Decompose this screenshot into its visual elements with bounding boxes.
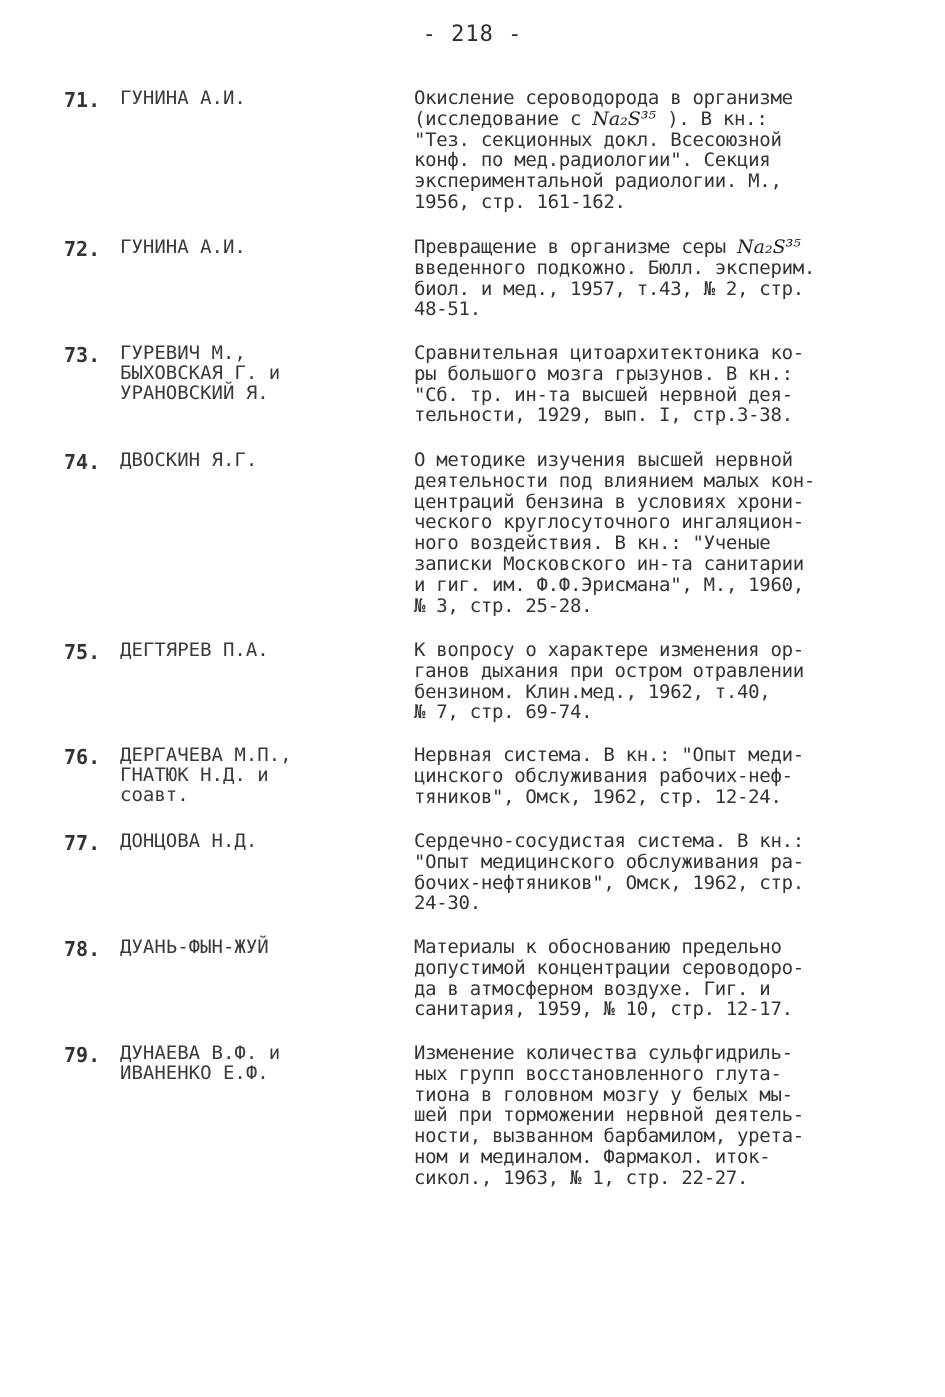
entry-authors: ДВОСКИН Я.Г. <box>120 449 258 471</box>
entry-number: 76. <box>64 745 101 769</box>
entry-authors: ДУНАЕВА В.Ф. и ИВАНЕНКО Е.Ф. <box>120 1042 281 1084</box>
entry-authors: ДУАНЬ-ФЫН-ЖУЙ <box>120 936 269 958</box>
entry-number: 75. <box>64 640 101 664</box>
entry-citation: Сердечно-сосудистая система. В кн.: "Опыт медицинского обслуживания ра- бочих-нефтяников", Омск, 1962, стр. 24-30. <box>414 830 804 915</box>
entry-citation <box>414 88 874 213</box>
entry-number: 71. <box>64 88 101 112</box>
handwritten-annotation: Na₂S³⁵ <box>737 236 801 258</box>
entry-citation <box>414 237 874 320</box>
handwritten-annotation: Na₂S³⁵ <box>592 107 657 130</box>
entry-citation: Нервная система. В кн.: "Опыт меди- цинского обслуживания рабочих-неф- тяников", Омск, 1962, стр. 12-24. <box>414 744 804 808</box>
entry-citation: Материалы к обоснованию предельно допустимой концентрации сероводоро- да в атмосферном воздухе. Гиг. и санитария, 1959, № 10, стр. 12-17. <box>414 936 804 1021</box>
citation-text: Превращение в организме серы <box>414 236 738 258</box>
entry-authors: ГУНИНА А.И. <box>120 87 246 109</box>
entry-authors: ДОНЦОВА Н.Д. <box>120 830 258 852</box>
entry-authors: ГУРЕВИЧ М., БЫХОВСКАЯ Г. и УРАНОВСКИЙ Я. <box>120 342 281 404</box>
citation-text: Окисление сероводорода в организме (исследование с <box>414 87 793 130</box>
entry-citation: К вопросу о характере изменения ор- ганов дыхания при остром отравлении бензином. Клин.мед., 1962, т.40, № 7, стр. 69-74. <box>414 639 804 724</box>
page-number: - 218 - <box>422 22 523 47</box>
citation-text-continued: ). В кн.: "Тез. секционных докл. Всесоюзной конф. по мед.радиологии". Секция экспериментальной радиологии. М., 1956, стр. 161-162. <box>414 107 782 213</box>
entry-number: 77. <box>64 831 101 855</box>
entry-number: 78. <box>64 937 101 961</box>
entry-number: 73. <box>64 343 101 367</box>
entry-citation: Сравнительная цитоархитектоника ко- ры большого мозга грызунов. В кн.: "Сб. тр. ин-та высшей нервной дея- тельности, 1929, вып. I, стр.3-38. <box>414 342 804 427</box>
entry-number: 74. <box>64 450 101 474</box>
entry-authors: ДЕРГАЧЕВА М.П., ГНАТЮК Н.Д. и соавт. <box>120 744 292 806</box>
entry-authors: ГУНИНА А.И. <box>120 236 246 258</box>
entry-citation: О методике изучения высшей нервной деятельности под влиянием малых кон- центраций бензина в условиях хрони- ческого круглосуточного ингаляцион- ного воздействия. В кн.: "Ученые записки Московского ин-та санитарии и гиг. им. Ф.Ф.Эрисмана", М., 1960, № 3, стр. 25-28. <box>414 449 816 617</box>
entry-authors: ДЕГТЯРЕВ П.А. <box>120 639 269 661</box>
entry-number: 79. <box>64 1043 101 1067</box>
entry-number: 72. <box>64 237 101 261</box>
entry-citation: Изменение количества сульфгидриль- ных групп восстановленного глута- тиона в головном мозгу у белых мы- шей при торможении нервной деятель- ности, вызванном барбамилом, урета- ном и мединалом. Фармакол. иток- сикол., 1963, № 1, стр. 22-27. <box>414 1042 804 1189</box>
citation-text-continued: введенного подкожно. Бюлл. эксперим. биол. и мед., 1957, т.43, № 2, стр. 48-51. <box>414 256 816 321</box>
